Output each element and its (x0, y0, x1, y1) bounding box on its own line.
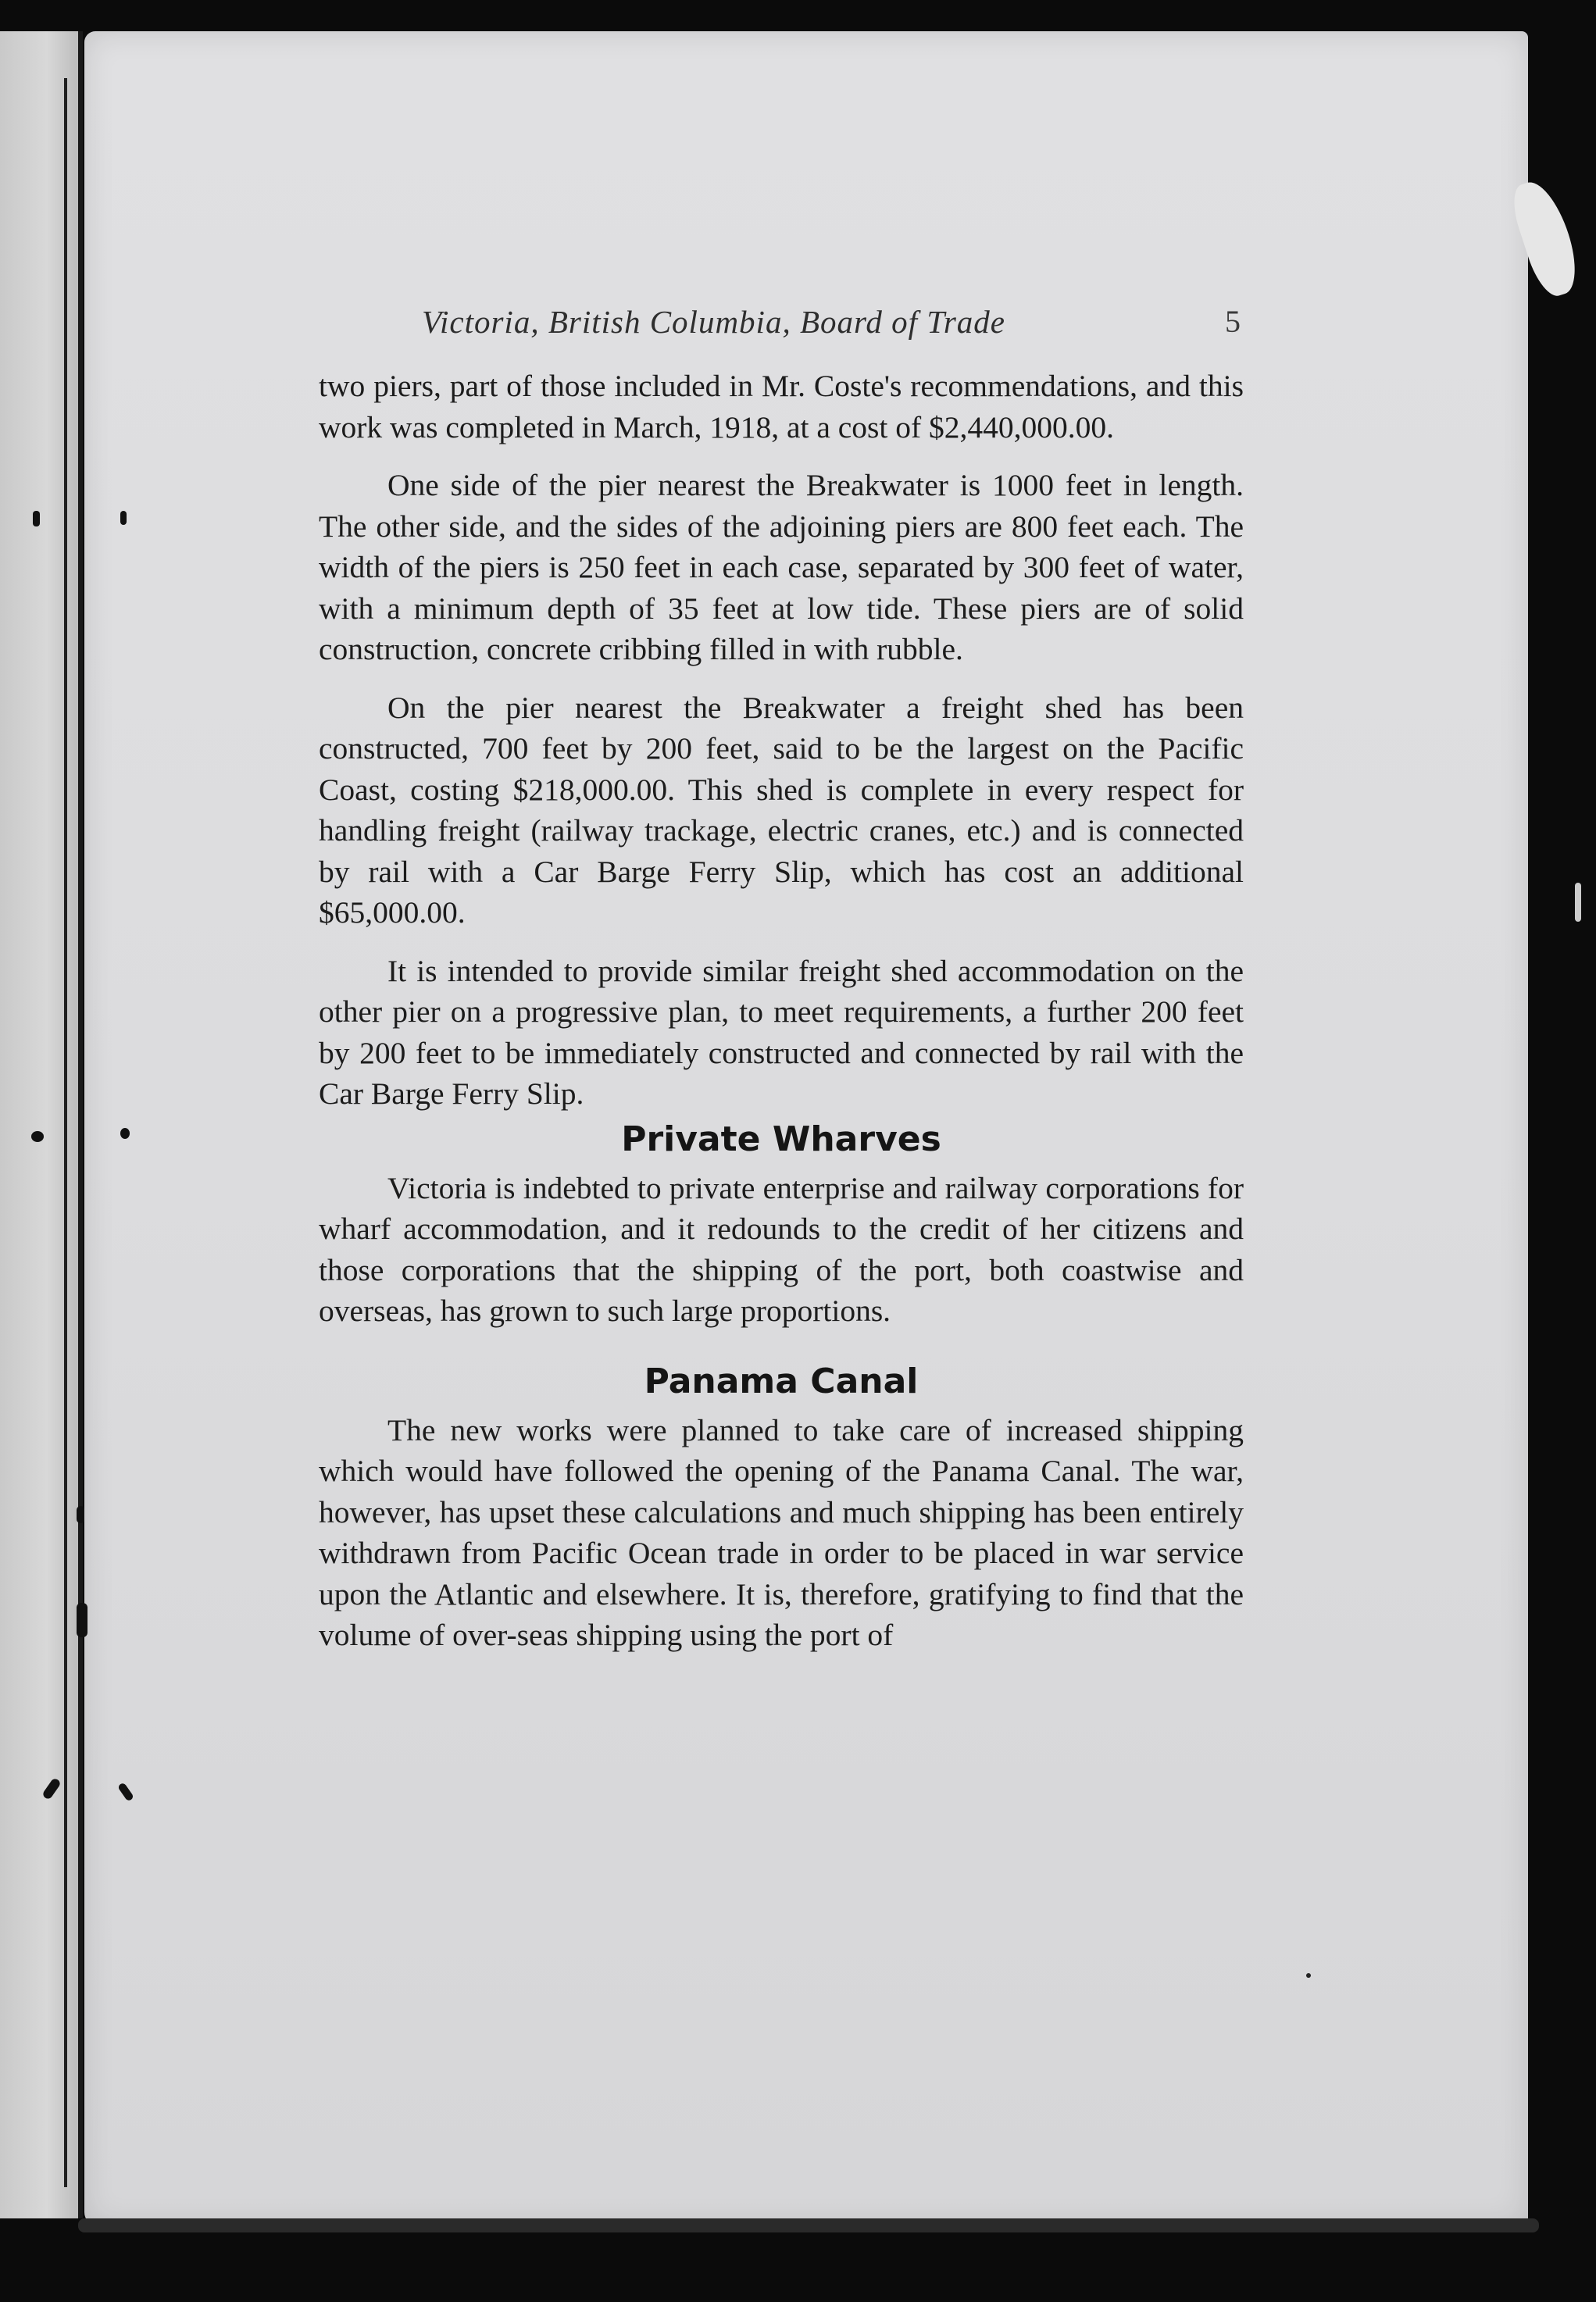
scan-speck (33, 511, 40, 526)
binding-line (64, 78, 67, 2187)
page-number: 5 (1225, 304, 1241, 339)
paragraph: One side of the pier nearest the Breakwater is 1000 feet in length. The other side, and the sides of the adjoining piers are 800 feet each. The width of the piers is 250 feet in each case, separated by 300 feet of water, with a minimum depth of 35 feet at low tide. These piers are of solid construction, concrete cribbing filled in with rubble. (319, 468, 1244, 666)
section-heading: Private Wharves (621, 1119, 941, 1159)
scan-speck (31, 1131, 44, 1142)
paragraph: On the pier nearest the Breakwater a freight shed has been constructed, 700 feet by 200 feet, said to be the largest on the Pacific Coast, costing $218,000.00. This shed is complete in every respect for handling freight (railway trackage, electric cranes, etc.) and is connected by rail with a Car Barge Ferry Slip, which has cost an additional $65,000.00. (319, 690, 1244, 930)
scan-speck (77, 1603, 87, 1637)
paragraph: two piers, part of those included in Mr. Coste's recommendations, and this work was completed in March, 1918, at a cost of $2,440,000.00. (319, 369, 1244, 444)
body-text (319, 366, 1244, 1656)
scan-speck (120, 511, 127, 525)
scan-speck (1575, 883, 1581, 922)
running-head: Victoria, British Columbia, Board of Trade (422, 304, 1006, 340)
scan-speck (120, 1128, 130, 1139)
paragraph: The new works were planned to take care of increased shipping which would have followed the opening of the Panama Canal. The war, however, has upset these calculations and much shipping has been entirely withdrawn from Pacific Ocean trade in order to be placed in war service upon the Atlantic and elsewhere. It is, therefore, gratifying to find that the volume of over-seas shipping using the port of (319, 1412, 1244, 1652)
scan-speck (1306, 1973, 1311, 1978)
paragraph: It is intended to provide similar freight shed accommodation on the other pier on a progressive plan, to meet requirements, a further 200 feet by 200 feet to be immediately constructed and connected by rail with the Car Barge Ferry Slip. (319, 953, 1244, 1111)
section-heading: Panama Canal (644, 1361, 919, 1401)
facing-page-edge (0, 31, 83, 2218)
page-bottom-edge (78, 2218, 1539, 2232)
paragraph: Victoria is indebted to private enterprise and railway corporations for wharf accommodation, and it redounds to the credit of her citizens and those corporations that the shipping of the port, both coastwise and overseas, has grown to such large proportions. (319, 1170, 1244, 1328)
scan-speck (77, 1506, 84, 1523)
